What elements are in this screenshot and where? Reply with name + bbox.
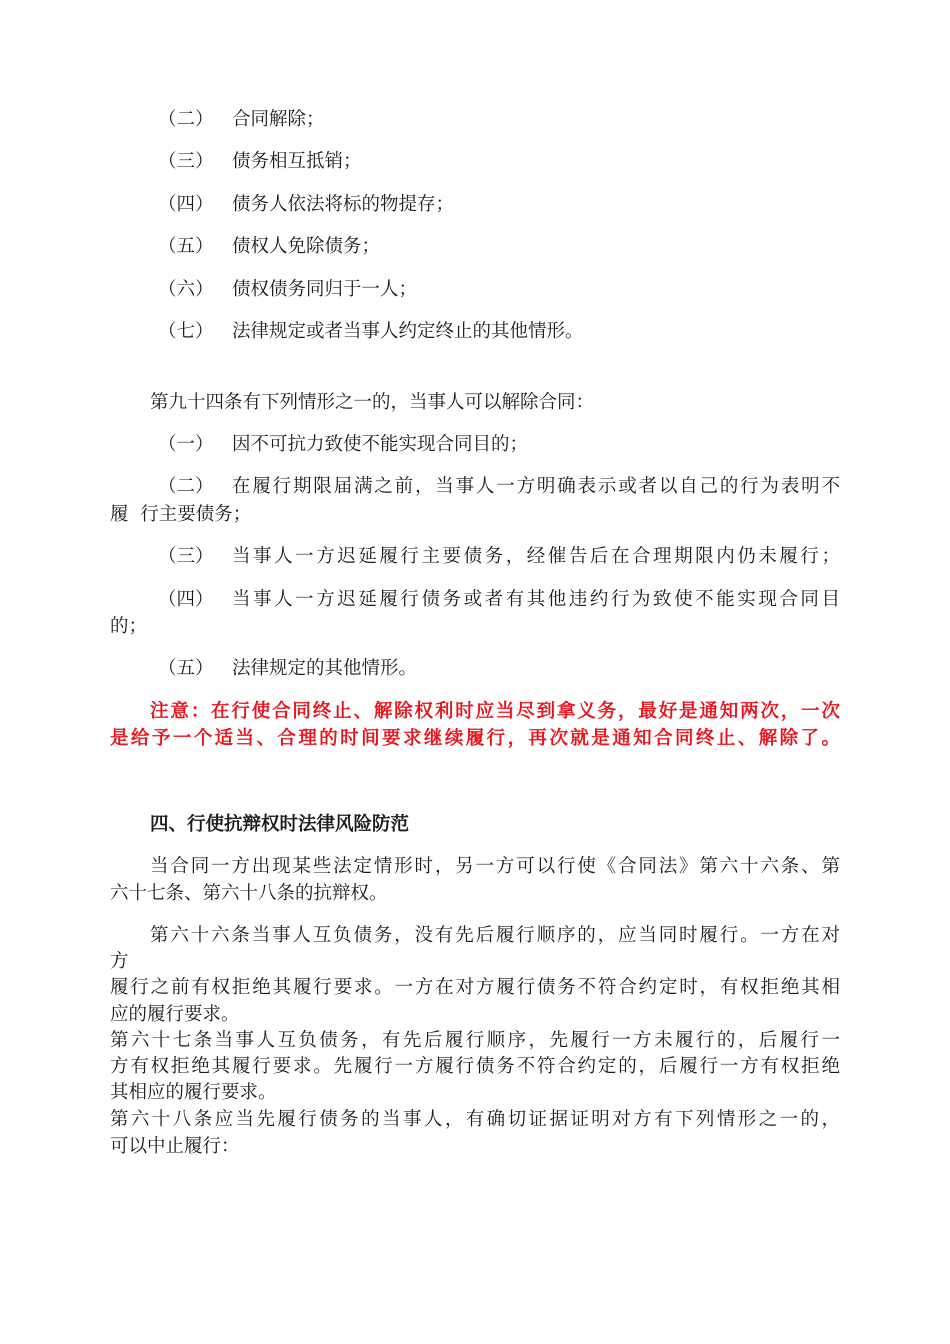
- list-item-text: 当事人一方迟延履行债务或者有其他违约行为致使不能实现合同目: [232, 589, 840, 610]
- paragraph-line: 方有权拒绝其履行要求。先履行一方履行债务不符合约定的，后履行一方有权拒绝: [110, 1056, 840, 1077]
- note-line-1: 注意：在行使合同终止、解除权利时应当尽到拿义务，最好是通知两次，一次: [150, 701, 840, 722]
- list-item-number: （三）: [158, 151, 214, 172]
- list-item-text: 债务相互抵销；: [232, 151, 362, 172]
- list-item-number: （二）: [158, 109, 214, 130]
- list-item-number: （四）: [158, 194, 214, 215]
- list-item-text: 法律规定的其他情形。: [232, 658, 418, 679]
- list-item-continuation: 的；: [110, 616, 148, 637]
- article-94-intro: 第九十四条有下列情形之一的，当事人可以解除合同：: [150, 392, 595, 413]
- list-item-text: 在履行期限届满之前，当事人一方明确表示或者以自己的行为表明不: [232, 476, 840, 497]
- list-item-number: （五）: [158, 658, 214, 679]
- paragraph-line: 履行之前有权拒绝其履行要求。一方在对方履行债务不符合约定时，有权拒绝其相: [110, 977, 840, 998]
- list-item-continuation: 履 行主要债务；: [110, 504, 252, 525]
- paragraph-line: 六十七条、第六十八条的抗辩权。: [110, 883, 388, 904]
- list-item-number: （二）: [158, 476, 214, 497]
- paragraph-line: 其相应的履行要求。: [110, 1082, 277, 1103]
- paragraph-line: 第六十六条当事人互负债务，没有先后履行顺序的，应当同时履行。一方在对: [150, 925, 840, 946]
- section-heading: 四、行使抗辩权时法律风险防范: [150, 814, 410, 835]
- paragraph-line: 可以中止履行：: [110, 1136, 240, 1157]
- list-item-number: （六）: [158, 279, 214, 300]
- list-item-text: 当事人一方迟延履行主要债务，经催告后在合理期限内仍未履行；: [232, 546, 840, 567]
- paragraph-line: 方: [110, 951, 129, 972]
- paragraph-line: 当合同一方出现某些法定情形时，另一方可以行使《合同法》第六十六条、第: [150, 856, 840, 877]
- list-item-number: （三）: [158, 546, 214, 567]
- list-item-text: 法律规定或者当事人约定终止的其他情形。: [232, 321, 584, 342]
- paragraph-line: 第六十七条当事人互负债务，有先后履行顺序，先履行一方未履行的，后履行一: [110, 1030, 840, 1051]
- list-item-number: （四）: [158, 589, 214, 610]
- list-item-number: （七）: [158, 321, 214, 342]
- list-item-number: （一）: [158, 434, 214, 455]
- paragraph-line: 应的履行要求。: [110, 1004, 240, 1025]
- list-item-text: 债务人依法将标的物提存；: [232, 194, 455, 215]
- list-item-text: 因不可抗力致使不能实现合同目的；: [232, 434, 529, 455]
- list-item-text: 合同解除；: [232, 109, 325, 130]
- list-item-text: 债权人免除债务；: [232, 236, 381, 257]
- list-item-number: （五）: [158, 236, 214, 257]
- paragraph-line: 第六十八条应当先履行债务的当事人，有确切证据证明对方有下列情形之一的，: [110, 1109, 840, 1130]
- list-item-text: 债权债务同归于一人；: [232, 279, 418, 300]
- note-line-2: 是给予一个适当、合理的时间要求继续履行，再次就是通知合同终止、解除了。: [110, 728, 840, 749]
